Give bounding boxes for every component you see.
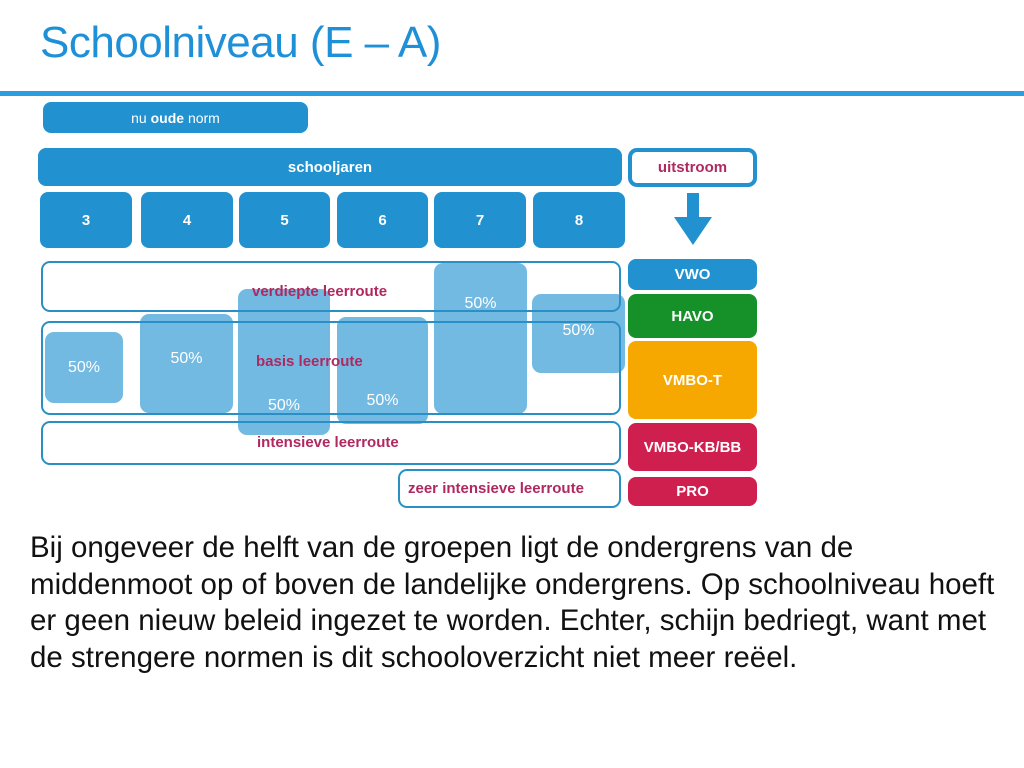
body-text: Bij ongeveer de helft van de groepen ligt de ondergrens van de middenmoot op of boven de landelijke ondergrens. Op schoolniveau hoeft er geen nieuw beleid ingezet te worden. Echter, schijn bedriegt, want met de strengere normen is dit schooloverzicht niet meer reëel. (30, 531, 995, 674)
year-8: 8 (533, 192, 625, 248)
arrow-down-icon (672, 193, 714, 245)
uitstroom-header: uitstroom (628, 148, 757, 187)
bar-year-5: 50% (238, 289, 330, 435)
outflow-vwo: VWO (628, 259, 757, 290)
year-4: 4 (141, 192, 233, 248)
bar-year-6: 50% (337, 317, 428, 424)
route-basis-label: basis leerroute (256, 353, 363, 370)
year-7: 7 (434, 192, 526, 248)
title-divider (0, 91, 1024, 96)
route-verdiept-label: verdiepte leerroute (252, 283, 388, 300)
norm-bold: oude (150, 109, 185, 126)
bar-year-3: 50% (45, 332, 123, 403)
bar-year-4: 50% (140, 314, 233, 413)
year-6: 6 (337, 192, 428, 248)
bar-year-7: 50% (434, 263, 527, 414)
bar-year-8: 50% (532, 294, 625, 373)
slide-title: Schoolniveau (E – A) (40, 18, 441, 67)
year-5: 5 (239, 192, 330, 248)
norm-prefix: nu (131, 109, 151, 126)
norm-badge (43, 102, 308, 133)
outflow-havo: HAVO (628, 294, 757, 338)
year-3: 3 (40, 192, 132, 248)
route-intensief-label: intensieve leerroute (257, 434, 399, 451)
outflow-pro: PRO (628, 477, 757, 506)
route-zeer-intensief-label: zeer intensieve leerroute (408, 480, 584, 497)
schooljaren-header: schooljaren (38, 148, 622, 186)
norm-suffix: norm (184, 109, 220, 126)
outflow-vmbo-t: VMBO-T (628, 341, 757, 419)
outflow-vmbo-kb-bb: VMBO-KB/BB (628, 423, 757, 471)
